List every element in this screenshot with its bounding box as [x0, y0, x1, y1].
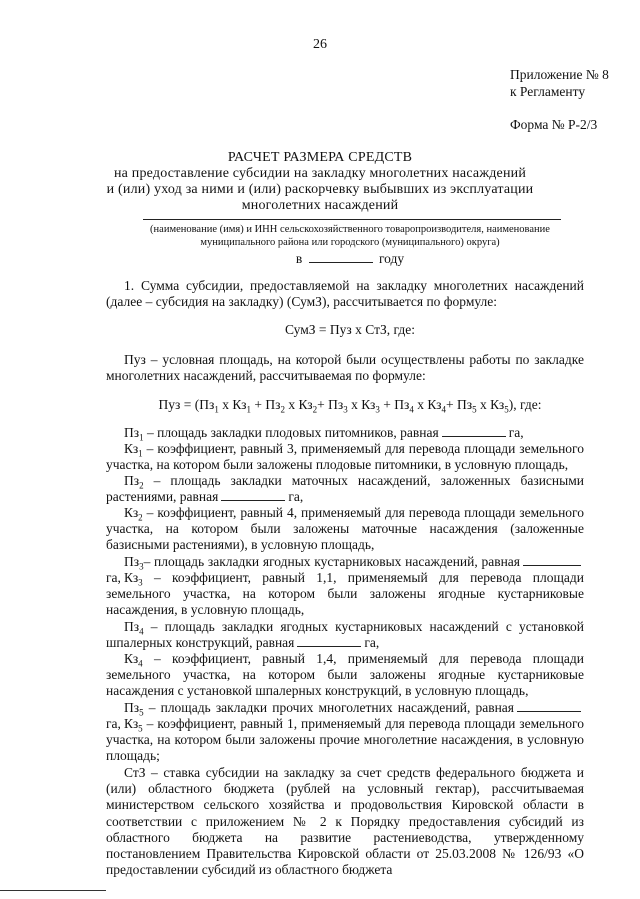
- definition-pz1: $Пз_1$ – площадь закладки плодовых питомников, равная га,: [124, 425, 524, 443]
- page-number: 26: [313, 37, 327, 52]
- paragraph-1: 1. Сумма субсидии, предоставляемой на закладку многолетних насаждений (далее – субсидия на закладку) (СумЗ), рассчитывается по формуле:: [106, 278, 584, 310]
- year-prefix: в: [295, 251, 303, 266]
- paragraph-2: Пуз – условная площадь, на которой были осуществлены работы по закладке многолетних насаждений, рассчитываемая по формуле:: [106, 352, 584, 384]
- definition-kz3: $Кз_3$ – коэффициент, равный 1,1, применяемый для перевода площади земельного участка, на котором были заложены ягодные кустарниковые насаждения, в условную площадь,: [106, 570, 584, 618]
- pz4-blank: [297, 635, 361, 647]
- name-blank-line: [143, 219, 561, 220]
- title-line-2: на предоставление субсидии на закладку многолетних насаждений: [113, 166, 527, 181]
- year-blank: [309, 251, 373, 263]
- footnote-separator: [0, 890, 106, 891]
- title-line-3: и (или) уход за ними и (или) раскорчевку выбывших из эксплуатации: [106, 182, 534, 197]
- formula-2: Пуз = ($Пз_1$ х $Кз_1 + Пз_2$ х $Кз_2+ Пз_3$ х $Кз_3 + Пз_4$ х $Кз_4+ Пз_5$ х $Кз_5$), где:: [158, 397, 542, 415]
- year-line: [0, 251, 640, 267]
- stz-paragraph: СтЗ – ставка субсидии на закладку за счет средств федерального бюджета и (или) областного бюджета (рублей на условный гектар), рассчитываемая министерством сельского хозяйства и продовольствия Кировской области в соответствии с приложением № 2 к Порядку предоставления субсидий из областного бюджета на развитие растениеводства, утвержденному постановлением Правительства Кировской области от 25.03.2008 № 126/93 «О предоставлении субсидий из областного бюджета: [106, 765, 584, 878]
- document-title: РАСЧЕТ РАЗМЕРА СРЕДСТВ: [227, 150, 413, 165]
- definition-kz2: $Кз_2$ – коэффициент, равный 4, применяемый для перевода площади земельного участка, на котором были заложены маточные насаждения (заложенные базисными растениями), в условную площадь,: [106, 505, 584, 553]
- pz5-blank: [517, 700, 581, 712]
- formula-1: СумЗ = Пуз х СтЗ, где:: [285, 322, 415, 337]
- definition-kz5: $Кз_5$ – коэффициент, равный 1, применяемый для перевода площади земельного участка, на котором были заложены прочие многолетние насаждения, в условную площадь;: [106, 716, 584, 764]
- definition-pz4: $Пз_4$ – площадь закладки ягодных кустарниковых насаждений с установкой шпалерных конструкций, равная га,: [106, 619, 584, 651]
- definition-pz5: $Пз_5$ – площадь закладки прочих многолетних насаждений, равнаяга,: [106, 700, 584, 732]
- year-suffix: году: [378, 251, 405, 266]
- appendix-line-2: к Регламенту: [510, 84, 586, 99]
- pz2-blank: [221, 489, 285, 501]
- definition-kz1: $Кз_1$ – коэффициент, равный 3, применяемый для перевода площади земельного участка, на котором были заложены плодовые питомники, в условную площадь,: [106, 441, 584, 473]
- name-caption-line-1: (наименование (имя) и ИНН сельскохозяйственного товаропроизводителя, наименование: [150, 224, 550, 235]
- pz3-blank: [523, 554, 581, 566]
- appendix-line-1: Приложение № 8: [510, 67, 609, 82]
- name-caption-line-2: муниципального района или городского (муниципального) округа): [200, 237, 500, 248]
- definition-kz4: $Кз_4$ – коэффициент, равный 1,4, применяемый для перевода площади земельного участка, на котором были заложены ягодные кустарниковые насаждения с установкой шпалерных конструкций, в условную площадь,: [106, 651, 584, 699]
- title-line-4: многолетних насаждений: [241, 198, 399, 213]
- definition-pz3: $Пз_3-$ площадь закладки ягодных кустарниковых насаждений, равнаяга,: [106, 554, 584, 586]
- form-label: Форма № Р-2/3: [510, 117, 598, 132]
- pz1-blank: [442, 425, 506, 437]
- definition-pz2: $Пз_2$ – площадь закладки маточных насаждений, заложенных базисными растениями, равная га,: [106, 473, 584, 505]
